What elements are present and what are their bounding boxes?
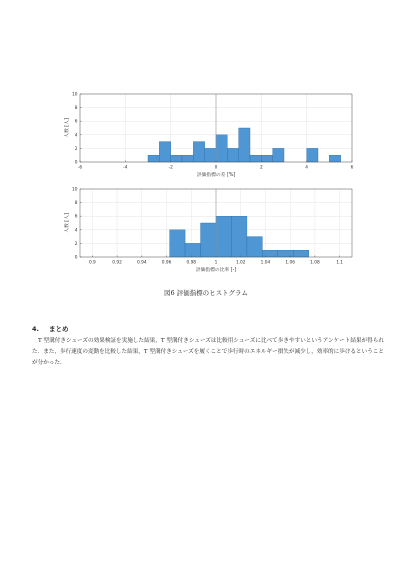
histogram-bar [171, 155, 182, 162]
body-paragraph: T 型溝付きシューズの効果検証を実施した結果，T 型溝付きシューズは比較用シューズに比べて歩きやすいというアンケート結果が得られた．また，歩行速度の変動を比較した結果，T 型溝付きシューズを履くことで歩行時のエネルギー損失が減少し，効率的に歩けるということが分かった． [32, 338, 384, 366]
y-tick-label: 8 [74, 106, 78, 112]
x-axis-label: 評価指標の差 [%] [196, 173, 236, 178]
histogram-bar [159, 142, 170, 162]
histogram-bar [231, 216, 246, 257]
histogram-bar [170, 230, 185, 257]
histogram-difference-svg [52, 88, 362, 180]
x-axis-label: 評価指標の比率 [-] [195, 268, 237, 273]
x-tick-label: 2 [259, 165, 263, 171]
histogram-bar [247, 237, 262, 257]
histogram-bar [293, 250, 308, 257]
body-text [32, 336, 384, 369]
histogram-bar [307, 148, 318, 162]
histogram-bar [216, 135, 227, 162]
histogram-bar [278, 250, 293, 257]
y-tick-label: 6 [74, 214, 78, 220]
histogram-bar [227, 148, 238, 162]
y-tick-label: 4 [74, 133, 78, 139]
histogram-bar [329, 155, 340, 162]
x-tick-label: -4 [123, 165, 128, 171]
x-tick-label: 1.1 [336, 260, 344, 266]
x-tick-label: 1.02 [235, 260, 246, 266]
histogram-bar [182, 155, 193, 162]
histogram-bar [148, 155, 159, 162]
x-tick-label: 0.94 [137, 260, 147, 266]
histogram-bar [205, 148, 216, 162]
section-title: まとめ [49, 325, 69, 333]
y-axis-label: 人数 [人] [65, 213, 70, 233]
histogram-bar [262, 250, 277, 257]
x-tick-label: 0.92 [112, 260, 122, 266]
histogram-bar [193, 142, 204, 162]
y-tick-label: 6 [74, 119, 78, 125]
section-heading [32, 324, 79, 333]
histogram-bar [261, 155, 272, 162]
y-tick-label: 8 [74, 201, 78, 207]
y-axis-label: 人数 [人] [65, 118, 70, 138]
x-tick-label: 6 [350, 165, 354, 171]
x-tick-label: 0 [214, 165, 218, 171]
x-tick-label: 1.08 [310, 260, 320, 266]
histogram-bar [239, 128, 250, 162]
histogram-ratio [52, 183, 362, 275]
y-tick-label: 0 [74, 160, 78, 166]
y-tick-label: 4 [74, 228, 78, 234]
x-tick-label: -2 [168, 165, 173, 171]
histogram-difference [52, 88, 362, 180]
x-tick-label: 0.96 [161, 260, 172, 266]
y-tick-label: 10 [72, 92, 78, 98]
histogram-ratio-svg [52, 183, 362, 275]
x-tick-label: 0.98 [186, 260, 197, 266]
x-tick-label: 0.9 [88, 260, 96, 266]
histogram-bar [273, 148, 284, 162]
y-tick-label: 0 [74, 255, 78, 261]
figure-caption: 図6 評価指標のヒストグラム [163, 289, 248, 297]
y-tick-label: 10 [72, 187, 78, 193]
y-tick-label: 2 [74, 241, 78, 247]
y-tick-label: 2 [74, 146, 78, 152]
histogram-bar [250, 155, 261, 162]
histogram-bar [216, 216, 231, 257]
x-tick-label: 1.04 [260, 260, 271, 266]
histogram-bar [185, 243, 200, 257]
x-tick-label: 4 [305, 165, 309, 171]
x-tick-label: 1 [214, 260, 218, 266]
section-number: 4. [32, 325, 39, 333]
x-tick-label: -6 [77, 165, 83, 171]
x-tick-label: 1.06 [285, 260, 295, 266]
histogram-bar [201, 223, 216, 257]
